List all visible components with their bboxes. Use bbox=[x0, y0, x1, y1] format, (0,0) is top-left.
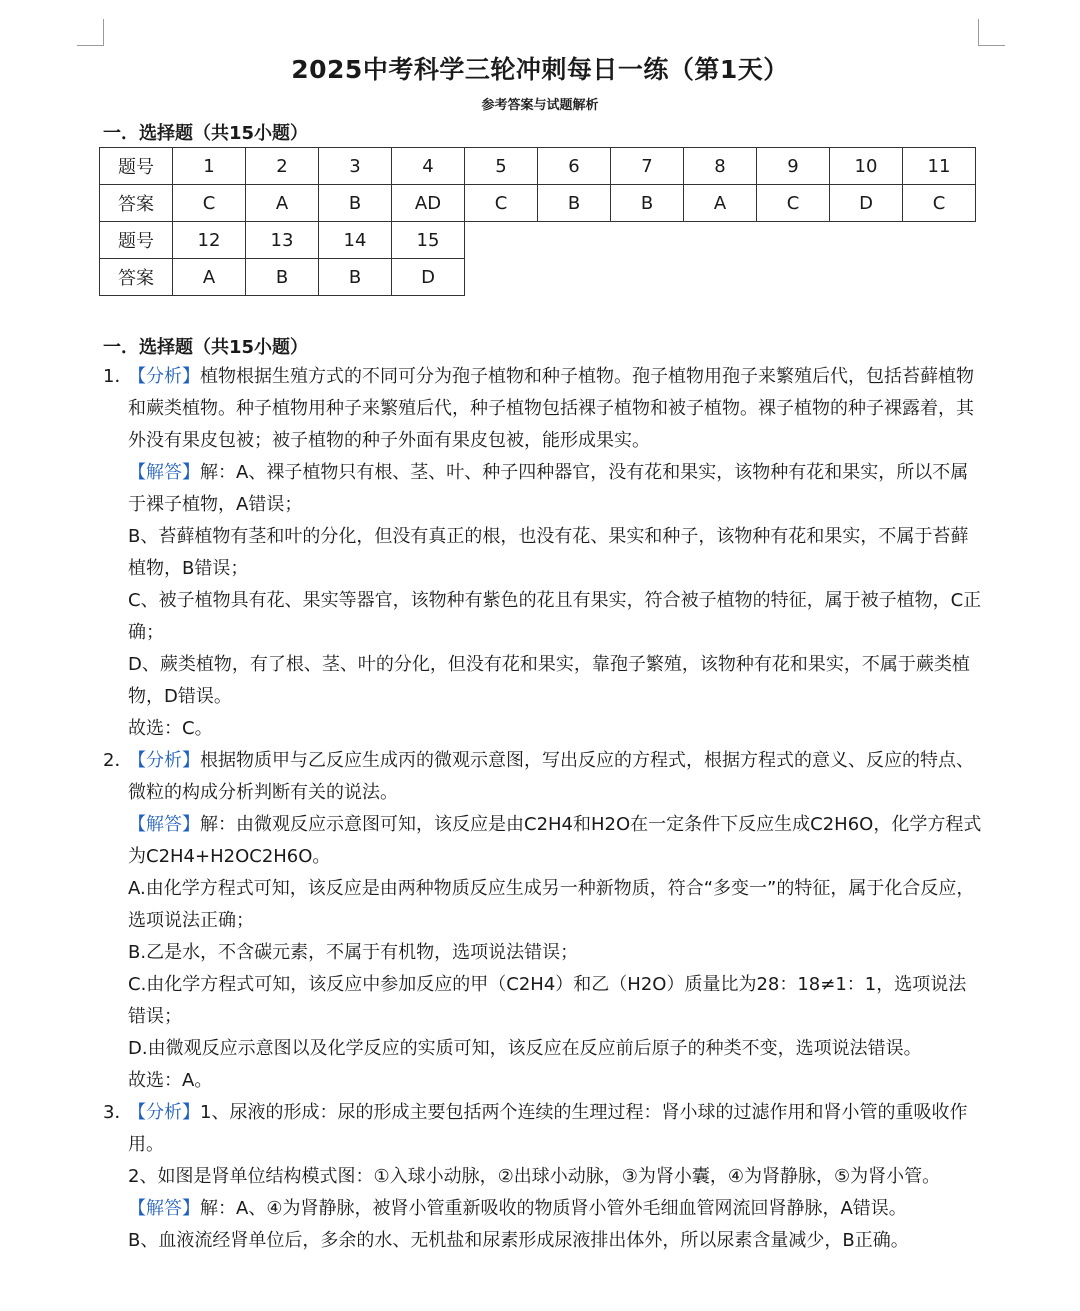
table-empty-cell bbox=[684, 259, 757, 296]
analysis-paragraph bbox=[103, 937, 983, 969]
paragraph-text: 解：由微观反应示意图可知，该反应是由C2H4和H2O在一定条件下反应生成C2H6O，化学方程式为C2H4+H2OC2H6O。 bbox=[128, 814, 982, 867]
document-subtitle: 参考答案与试题解析 bbox=[481, 98, 599, 113]
table-cell: 4 bbox=[392, 148, 465, 185]
table-cell: D bbox=[830, 185, 903, 222]
table-empty-cell bbox=[538, 222, 611, 259]
analysis-paragraph bbox=[103, 1193, 983, 1225]
paragraph-text: D.由微观反应示意图以及化学反应的实质可知，该反应在反应前后原子的种类不变，选项说法错误。 bbox=[128, 1038, 922, 1059]
table-empty-cell bbox=[684, 222, 757, 259]
table-empty-cell bbox=[538, 259, 611, 296]
paragraph-text: B、血液流经肾单位后，多余的水、无机盐和尿素形成尿液排出体外，所以尿素含量减少，B正确。 bbox=[128, 1230, 909, 1251]
document-title: 2025中考科学三轮冲刺每日一练（第1天） bbox=[291, 55, 789, 84]
paragraph-text: A.由化学方程式可知，该反应是由两种物质反应生成另一种新物质，符合“多变一”的特征，属于化合反应，选项说法正确； bbox=[128, 878, 975, 931]
table-row bbox=[100, 259, 976, 296]
section-tag: 【解答】 bbox=[128, 1198, 200, 1219]
table-cell: B bbox=[611, 185, 684, 222]
question-number: 3． bbox=[103, 1102, 133, 1123]
table-empty-cell bbox=[465, 222, 538, 259]
question-number: 2． bbox=[103, 750, 133, 771]
table-cell: 8 bbox=[684, 148, 757, 185]
table-row bbox=[100, 148, 976, 185]
table-cell: 10 bbox=[830, 148, 903, 185]
analysis-paragraph bbox=[103, 713, 983, 745]
answer-table bbox=[99, 147, 976, 296]
analysis-paragraph bbox=[103, 1161, 983, 1193]
table-cell: 7 bbox=[611, 148, 684, 185]
analysis-paragraph bbox=[103, 361, 983, 457]
analysis-paragraph bbox=[103, 521, 983, 585]
paragraph-text: D、蕨类植物，有了根、茎、叶的分化，但没有花和果实，靠孢子繁殖，该物种有花和果实，不属于蕨类植物，D错误。 bbox=[128, 654, 970, 707]
paragraph-text: B.乙是水，不含碳元素，不属于有机物，选项说法错误； bbox=[128, 942, 579, 963]
table-empty-cell bbox=[757, 222, 830, 259]
table-cell: C bbox=[903, 185, 976, 222]
table-empty-cell bbox=[903, 222, 976, 259]
analysis-paragraph bbox=[103, 745, 983, 809]
analysis-paragraph bbox=[103, 649, 983, 713]
page-corner-mark-right bbox=[978, 19, 1005, 46]
table-cell: C bbox=[757, 185, 830, 222]
table-cell: 2 bbox=[246, 148, 319, 185]
table-empty-cell bbox=[611, 259, 684, 296]
table-row bbox=[100, 222, 976, 259]
paragraph-text: 1、尿液的形成：尿的形成主要包括两个连续的生理过程：肾小球的过滤作用和肾小管的重吸收作用。 bbox=[128, 1102, 968, 1155]
table-cell: 1 bbox=[173, 148, 246, 185]
table-cell: 12 bbox=[173, 222, 246, 259]
table-cell: C bbox=[173, 185, 246, 222]
table-empty-cell bbox=[465, 259, 538, 296]
analysis-content bbox=[103, 361, 983, 1257]
paragraph-text: 根据物质甲与乙反应生成丙的微观示意图，写出反应的方程式，根据方程式的意义、反应的特点、微粒的构成分析判断有关的说法。 bbox=[128, 750, 974, 803]
paragraph-text: 植物根据生殖方式的不同可分为孢子植物和种子植物。孢子植物用孢子来繁殖后代，包括苔藓植物和蕨类植物。种子植物用种子来繁殖后代，种子植物包括裸子植物和被子植物。裸子植物的种子裸露着，其外没有果皮包被；被子植物的种子外面有果皮包被，能形成果实。 bbox=[128, 366, 974, 451]
table-empty-cell bbox=[757, 259, 830, 296]
table-cell: AD bbox=[392, 185, 465, 222]
analysis-paragraph bbox=[103, 873, 983, 937]
paragraph-text: C.由化学方程式可知，该反应中参加反应的甲（C2H4）和乙（H2O）质量比为28：18≠1：1，选项说法错误； bbox=[128, 974, 967, 1027]
table-cell: A bbox=[684, 185, 757, 222]
table-cell: 6 bbox=[538, 148, 611, 185]
section-tag: 【分析】 bbox=[128, 366, 200, 387]
analysis-paragraph bbox=[103, 1065, 983, 1097]
table-empty-cell bbox=[830, 259, 903, 296]
table-row-header: 题号 bbox=[100, 148, 173, 185]
section-tag: 【分析】 bbox=[128, 750, 200, 771]
analysis-paragraph bbox=[103, 1097, 983, 1161]
table-row-header: 答案 bbox=[100, 185, 173, 222]
table-cell: 5 bbox=[465, 148, 538, 185]
table-cell: 14 bbox=[319, 222, 392, 259]
table-cell: 11 bbox=[903, 148, 976, 185]
analysis-paragraph bbox=[103, 585, 983, 649]
table-cell: A bbox=[246, 185, 319, 222]
table-cell: 13 bbox=[246, 222, 319, 259]
table-cell: 3 bbox=[319, 148, 392, 185]
section-heading-answers: 一．选择题（共15小题） bbox=[103, 123, 309, 144]
analysis-paragraph bbox=[103, 1225, 983, 1257]
table-row-header: 答案 bbox=[100, 259, 173, 296]
table-row-header: 题号 bbox=[100, 222, 173, 259]
analysis-paragraph bbox=[103, 969, 983, 1033]
analysis-paragraph bbox=[103, 457, 983, 521]
table-row bbox=[100, 185, 976, 222]
paragraph-text: 2、如图是肾单位结构模式图：①入球小动脉，②出球小动脉，③为肾小囊，④为肾静脉，⑤为肾小管。 bbox=[128, 1166, 941, 1187]
table-empty-cell bbox=[830, 222, 903, 259]
table-cell: B bbox=[319, 185, 392, 222]
table-cell: 9 bbox=[757, 148, 830, 185]
table-cell: B bbox=[538, 185, 611, 222]
paragraph-text: B、苔藓植物有茎和叶的分化，但没有真正的根，也没有花、果实和种子，该物种有花和果实，不属于苔藓植物，B错误； bbox=[128, 526, 969, 579]
table-cell: B bbox=[319, 259, 392, 296]
paragraph-text: C、被子植物具有花、果实等器官，该物种有紫色的花且有果实，符合被子植物的特征，属于被子植物，C正确； bbox=[128, 590, 982, 643]
analysis-paragraph bbox=[103, 809, 983, 873]
paragraph-text: 解：A、裸子植物只有根、茎、叶、种子四种器官，没有花和果实，该物种有花和果实，所以不属于裸子植物，A错误； bbox=[128, 462, 969, 515]
section-tag: 【解答】 bbox=[128, 814, 200, 835]
page-corner-mark-left bbox=[77, 19, 104, 46]
question-number: 1． bbox=[103, 366, 133, 387]
paragraph-text: 故选：A。 bbox=[128, 1070, 213, 1091]
table-empty-cell bbox=[611, 222, 684, 259]
table-empty-cell bbox=[903, 259, 976, 296]
table-cell: 15 bbox=[392, 222, 465, 259]
table-cell: C bbox=[465, 185, 538, 222]
paragraph-text: 故选：C。 bbox=[128, 718, 213, 739]
analysis-paragraph bbox=[103, 1033, 983, 1065]
table-cell: B bbox=[246, 259, 319, 296]
section-tag: 【解答】 bbox=[128, 462, 200, 483]
table-cell: A bbox=[173, 259, 246, 296]
section-tag: 【分析】 bbox=[128, 1102, 200, 1123]
section-heading-analysis: 一．选择题（共15小题） bbox=[103, 337, 309, 358]
paragraph-text: 解：A、④为肾静脉，被肾小管重新吸收的物质肾小管外毛细血管网流回肾静脉，A错误。 bbox=[200, 1198, 907, 1219]
table-cell: D bbox=[392, 259, 465, 296]
